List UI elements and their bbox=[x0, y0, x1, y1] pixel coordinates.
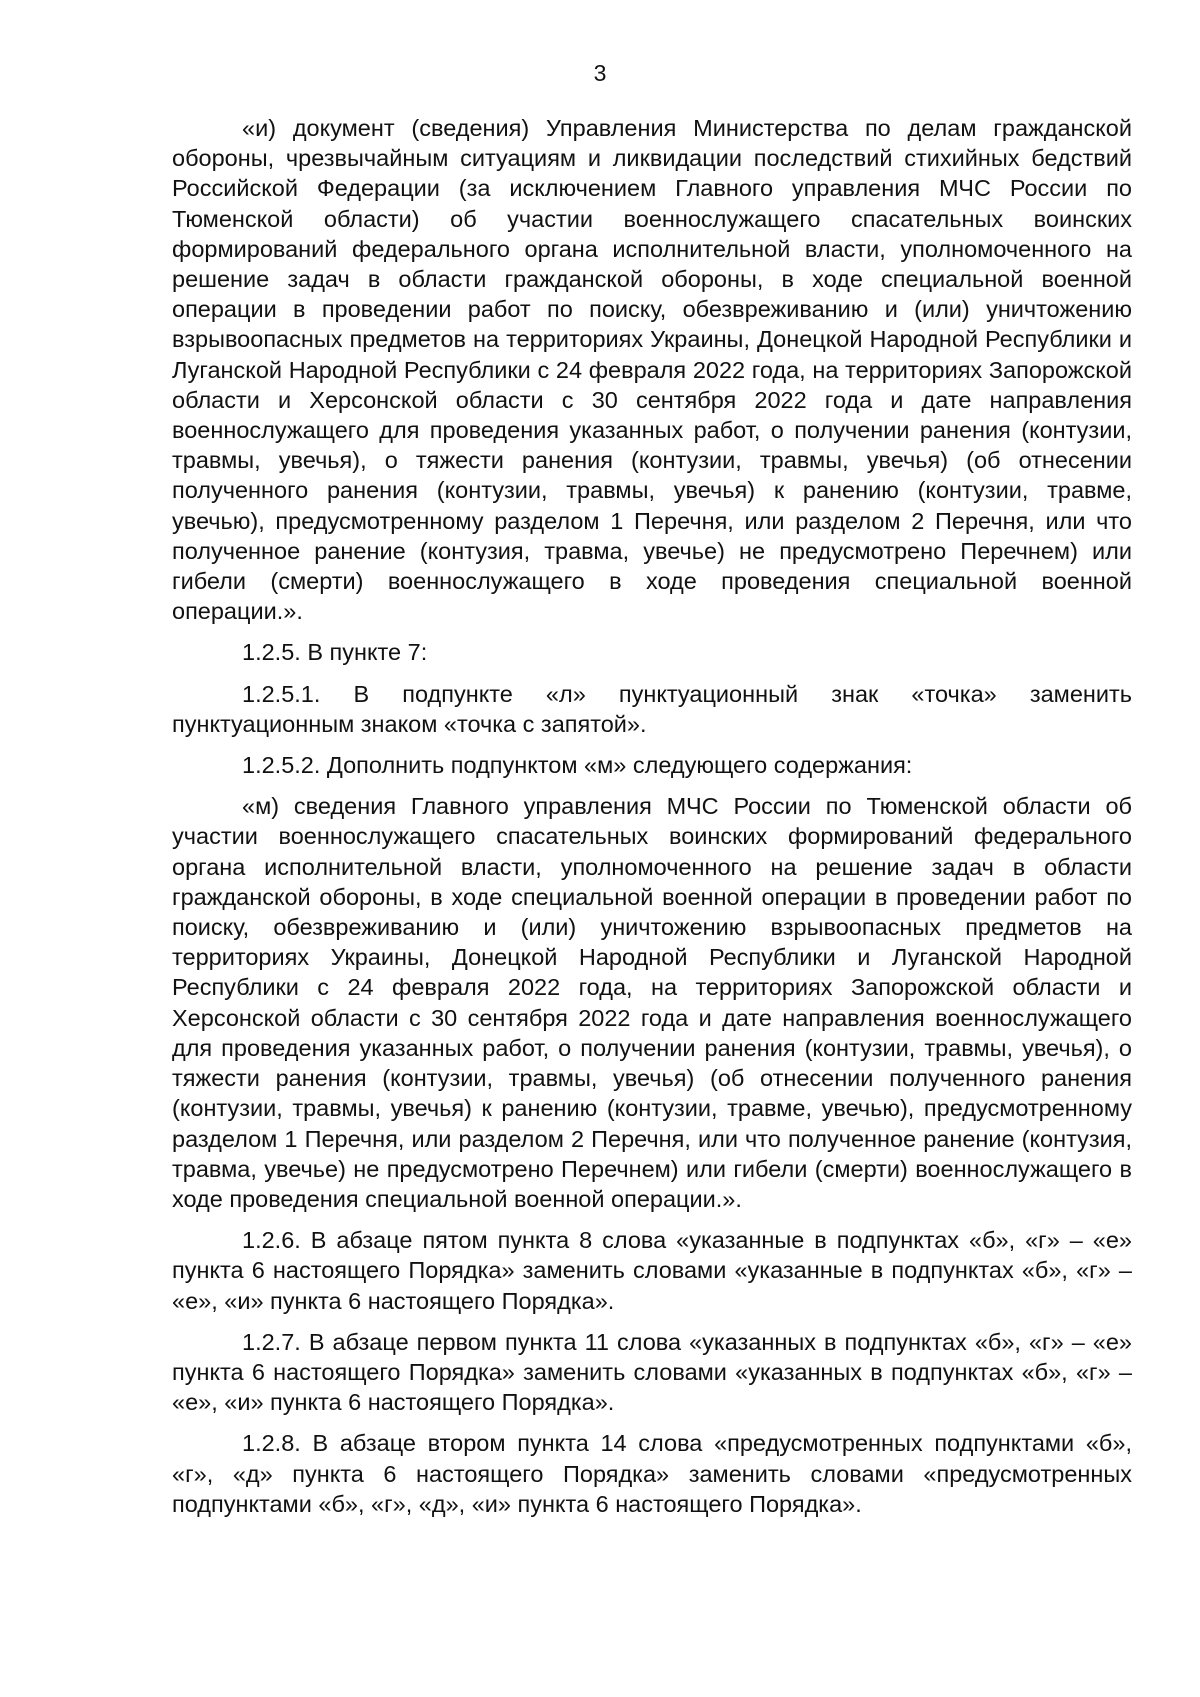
paragraph-1-2-5: 1.2.5. В пункте 7: bbox=[242, 639, 428, 666]
paragraph-1-2-5-1: 1.2.5.1. В подпункте «л» пунктуационный знак «точка» заменить пунктуационным знаком «точка с запятой». bbox=[172, 680, 1132, 737]
paragraph-subitem-m: «м) сведения Главного управления МЧС России по Тюменской области об участии военнослужащего спасательных воинских формирований федерального органа исполнительной власти, уполномоченного на решение задач в области гражданской обороны, в ходе специальной военной операции в проведении работ по поиску, обезвреживанию и (или) уничтожению взрывоопасных предметов на территориях Украины, Донецкой Народной Республики и Луганской Народной Республики с 24 февраля 2022 года, на территориях Запорожской области и Херсонской области с 30 сентября 2022 года и дате направления военнослужащего для проведения указанных работ, о получении ранения (контузии, травмы, увечья), о тяжести ранения (контузии, травмы, увечья) (об отнесении полученного ранения (контузии, травмы, увечья) к ранению (контузии, травме, увечью), предусмотренному разделом 1 Перечня, или разделом 2 Перечня, или что полученное ранение (контузия, травма, увечье) не предусмотрено Перечнем) или гибели (смерти) военнослужащего в ходе проведения специальной военной операции.». bbox=[172, 793, 1132, 1212]
paragraph-subitem-i: «и) документ (сведения) Управления Министерства по делам гражданской обороны, чрезвычайным ситуациям и ликвидации последствий стихийных бедствий Российской Федерации (за исключением Главного управления МЧС России по Тюменской области) об участии военнослужащего спасательных воинских формирований федерального органа исполнительной власти, уполномоченного на решение задач в области гражданской обороны, в ходе специальной военной операции в проведении работ по поиску, обезвреживанию и (или) уничтожению взрывоопасных предметов на территориях Украины, Донецкой Народной Республики и Луганской Народной Республики с 24 февраля 2022 года, на территориях Запорожской области и Херсонской области с 30 сентября 2022 года и дате направления военнослужащего для проведения указанных работ, о получении ранения (контузии, травмы, увечья), о тяжести ранения (контузии, травмы, увечья) (об отнесении полученного ранения (контузии, травмы, увечья) к ранению (контузии, травме, увечью), предусмотренному разделом 1 Перечня, или разделом 2 Перечня, или что полученное ранение (контузия, травма, увечье) не предусмотрено Перечнем) или гибели (смерти) военнослужащего в ходе проведения специальной военной операции.». bbox=[172, 115, 1132, 625]
paragraph-1-2-5-2: 1.2.5.2. Дополнить подпунктом «м» следующего содержания: bbox=[242, 752, 913, 779]
paragraph-1-2-7: 1.2.7. В абзаце первом пункта 11 слова «указанных в подпунктах «б», «г» – «е» пункта 6 настоящего Порядка» заменить словами «указанных в подпунктах «б», «г» – «е», «и» пункта 6 настоящего Порядка». bbox=[172, 1328, 1132, 1416]
document-body bbox=[172, 113, 1132, 1519]
paragraph-1-2-8: 1.2.8. В абзаце втором пункта 14 слова «предусмотренных подпунктами «б», «г», «д» пункта 6 настоящего Порядка» заменить словами «предусмотренных подпунктами «б», «г», «д», «и» пункта 6 настоящего Порядка». bbox=[172, 1430, 1132, 1517]
paragraph-1-2-6: 1.2.6. В абзаце пятом пункта 8 слова «указанные в подпунктах «б», «г» – «е» пункта 6 настоящего Порядка» заменить словами «указанные в подпунктах «б», «г» – «е», «и» пункта 6 настоящего Порядка». bbox=[172, 1227, 1132, 1314]
page-number: 3 bbox=[593, 60, 607, 86]
